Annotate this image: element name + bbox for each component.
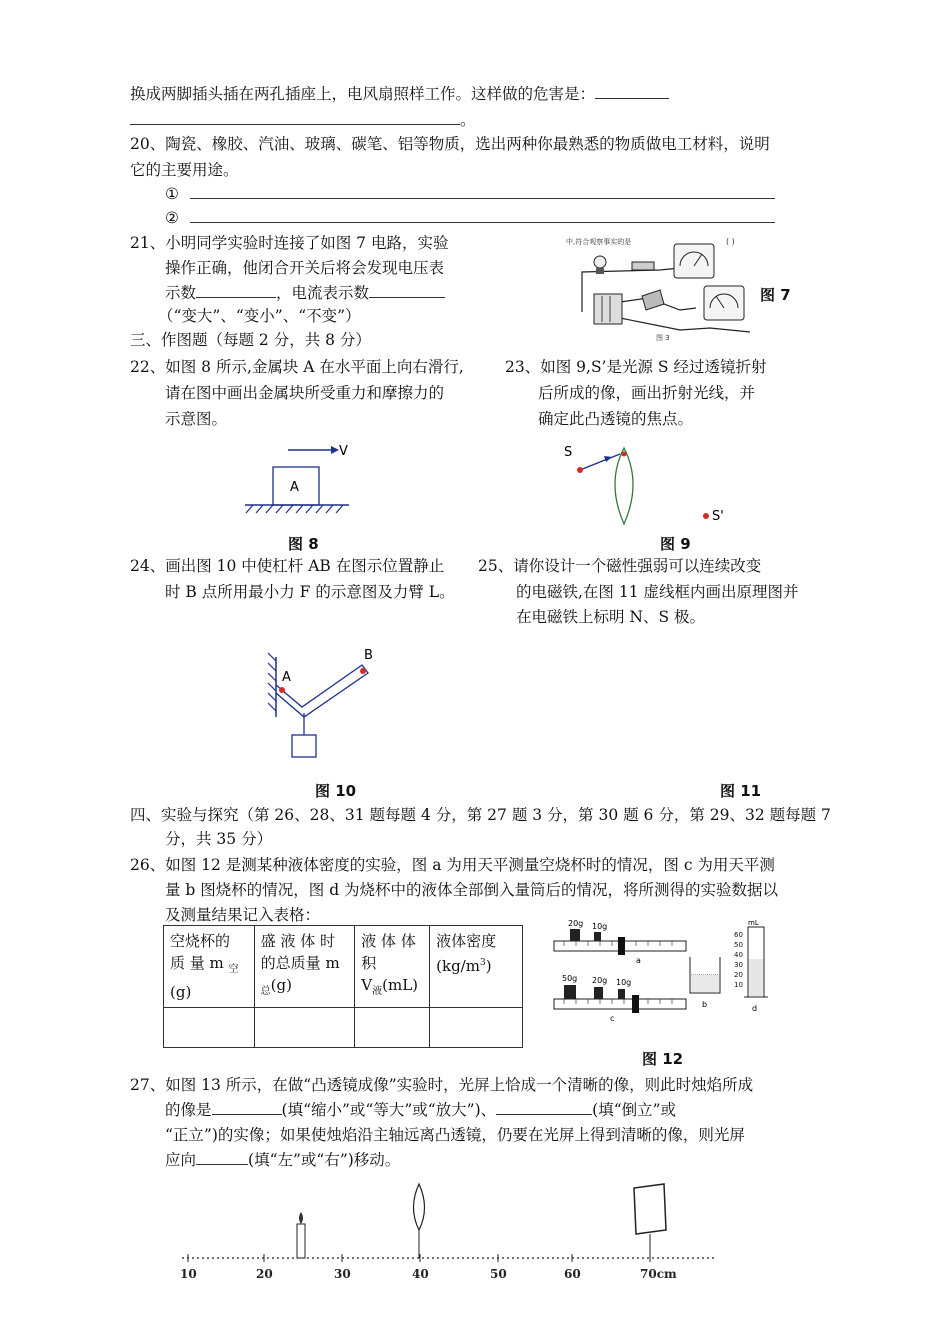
q19-cont-line2 (130, 110, 476, 130)
weight-20g-label: 20g (568, 919, 584, 928)
table-header-cell (430, 926, 523, 1008)
table-row (164, 1008, 523, 1048)
table-header-cell (164, 926, 255, 1008)
q25-line2: 的电磁铁,在图 11 虚线框内画出原理图并 (516, 583, 799, 601)
option-marker: ① (165, 185, 179, 203)
header-text: 空烧杯的 (170, 932, 231, 950)
section-3-heading: 三、作图题（每题 2 分，共 8 分） (130, 331, 371, 349)
header-text: (mL) (382, 976, 419, 994)
header-text: 积 (361, 954, 377, 972)
light-screen (634, 1184, 666, 1234)
figure-12-balance (548, 915, 773, 1021)
header-text: 盛 液 体 时 (260, 932, 335, 950)
q25-line1: 25、请你设计一个磁性强弱可以连续改变 (478, 557, 762, 575)
figure-12-caption: 图 12 (642, 1050, 684, 1068)
tick-label: 60 (564, 1267, 581, 1281)
tick-label: 10 (180, 1267, 197, 1281)
q20-line2: 它的主要用途。 (130, 161, 239, 179)
fig7-small-caption: 图 3 (656, 334, 670, 342)
q27-text: (填“左”或“右”)移动。 (248, 1151, 401, 1169)
q21-line1: 21、小明同学实验时连接了如图 7 电路，实验 (130, 234, 449, 252)
q27-text: 应向 (165, 1151, 197, 1169)
q21-line4: （“变大”、“变小”、“不变”） (158, 307, 361, 325)
q26-line3: 及测量结果记入表格： (165, 906, 321, 924)
cylinder-mark: 10 (734, 981, 743, 989)
answer-blank[interactable] (190, 184, 775, 199)
answer-blank[interactable] (212, 1100, 282, 1115)
answer-blank[interactable] (190, 208, 775, 223)
image-point (703, 513, 709, 519)
q24-line1: 24、画出图 10 中使杠杆 AB 在图示位置静止 (130, 557, 445, 575)
q25-line3: 在电磁铁上标明 N、S 极。 (516, 608, 706, 626)
figure-9-lens (560, 440, 730, 530)
image-s-prime-label: S' (712, 509, 724, 524)
answer-blank[interactable] (130, 110, 460, 125)
header-text: (g) (170, 983, 192, 1001)
header-text: (kg/m (436, 957, 480, 975)
subscript: 液 (372, 986, 383, 997)
label-b: b (702, 1000, 708, 1009)
subscript: 空 (228, 964, 239, 975)
table-cell-empty[interactable] (164, 1008, 255, 1048)
label-d: d (752, 1004, 758, 1013)
tick-label: 30 (334, 1267, 351, 1281)
cylinder-mark: 50 (734, 941, 743, 949)
q27-text: 的像是 (165, 1101, 212, 1119)
q21-line3 (165, 283, 445, 303)
section-4-heading: 四、实验与探究（第 26、28、31 题每题 4 分，第 27 题 3 分，第 30 题 6 分，第 29、32 题每题 7 (130, 806, 831, 824)
block-a-label: A (290, 480, 299, 495)
q27-line4 (165, 1150, 400, 1170)
weight-20g-label-c: 20g (592, 976, 608, 985)
cylinder-mark: 60 (734, 931, 743, 939)
option-marker: ② (165, 209, 179, 227)
q24-line2: 时 B 点所用最小力 F 的示意图及力臂 L。 (165, 583, 455, 601)
candle-flame (299, 1212, 303, 1224)
figure-8-block (243, 440, 353, 522)
header-text: (g) (270, 976, 292, 994)
cylinder-mark: 30 (734, 961, 743, 969)
q23-line2: 后所成的像，画出折射光线，并 (538, 384, 756, 402)
table-header-row (164, 926, 523, 1008)
header-text: V (361, 976, 373, 994)
q26-line2: 量 b 图烧杯的情况，图 d 为烧杯中的液体全部倒入量筒后的情况，将所测得的实验数据以 (165, 881, 779, 899)
q19-text: 换成两脚插头插在两孔插座上，电风扇照样工作。这样做的危害是： (130, 85, 596, 103)
source-point (577, 467, 583, 473)
answer-blank[interactable] (496, 1100, 592, 1115)
q23-line1: 23、如图 9,S’是光源 S 经过透镜折射 (505, 358, 767, 376)
tick-label: 20 (256, 1267, 273, 1281)
q26-data-table (163, 925, 523, 1048)
figure-10-caption: 图 10 (315, 782, 357, 800)
subscript: 总 (260, 986, 271, 997)
q27-line1: 27、如图 13 所示，在做“凸透镜成像”实验时，光屏上恰成一个清晰的像，则此时烛焰所成 (130, 1076, 754, 1094)
section-4-heading-cont: 分，共 35 分） (165, 830, 273, 848)
candle (297, 1224, 305, 1258)
tick-label: 50 (490, 1267, 507, 1281)
superscript: 3 (479, 958, 486, 968)
figure-7-circuit (560, 232, 760, 344)
velocity-label: V (339, 444, 348, 459)
header-text: ) (485, 957, 492, 975)
figure-13-optical-bench (176, 1180, 736, 1285)
header-text: 质 量 m (170, 954, 224, 972)
figure-7-caption: 图 7 (760, 286, 791, 304)
q21-text: 示数 (165, 284, 197, 302)
q22-line1: 22、如图 8 所示,金属块 A 在水平面上向右滑行, (130, 358, 464, 376)
q26-line1: 26、如图 12 是测某种液体密度的实验，图 a 为用天平测量空烧杯时的情况，图 c 为用天平测 (130, 856, 775, 874)
q27-text: (填“倒立”或 (592, 1101, 677, 1119)
q20-option2 (165, 208, 775, 228)
figure-9-caption: 图 9 (660, 535, 691, 553)
table-cell-empty[interactable] (430, 1008, 523, 1048)
answer-blank[interactable] (196, 283, 276, 298)
q22-line2: 请在图中画出金属块所受重力和摩擦力的 (165, 384, 445, 402)
point-b-label: B (364, 648, 373, 663)
figure-10-lever (262, 645, 382, 763)
point-b (360, 668, 366, 674)
point-a (279, 687, 285, 693)
q22-line3: 示意图。 (165, 410, 228, 428)
convex-lens (615, 448, 633, 524)
answer-blank[interactable] (196, 1150, 248, 1165)
q20-line1: 20、陶瓷、橡胶、汽油、玻璃、碳笔、铝等物质，选出两种你最熟悉的物质做电工材料，说明 (130, 135, 770, 153)
weight-10g-label: 10g (592, 922, 608, 931)
figure-11-caption: 图 11 (720, 782, 762, 800)
q20-option1 (165, 184, 775, 204)
table-header-cell (254, 926, 355, 1008)
ml-label: mL (748, 919, 759, 927)
figure-8-caption: 图 8 (288, 535, 319, 553)
table-cell-empty[interactable] (355, 1008, 430, 1048)
period: 。 (460, 111, 476, 129)
tick-label: 70cm (640, 1267, 677, 1281)
point-a-label: A (282, 670, 291, 685)
label-a: a (636, 956, 641, 965)
q21-text: ，电流表示数 (276, 284, 370, 302)
fig7-inner-caption: 中,符合观察事实的是 (566, 238, 632, 246)
cylinder-mark: 40 (734, 951, 743, 959)
table-header-cell (355, 926, 430, 1008)
answer-blank[interactable] (369, 283, 445, 298)
q21-line2: 操作正确，他闭合开关后将会发现电压表 (165, 259, 445, 277)
header-text: 液体密度 (436, 932, 497, 950)
answer-blank[interactable] (595, 84, 669, 99)
convex-lens (414, 1184, 425, 1230)
hanging-weight (292, 735, 316, 757)
source-s-label: S (564, 445, 573, 460)
cylinder-mark: 20 (734, 971, 743, 979)
q23-line3: 确定此凸透镜的焦点。 (538, 410, 694, 428)
label-c: c (610, 1014, 615, 1023)
q19-cont-line (130, 84, 669, 104)
weight-10g-label-c: 10g (616, 978, 632, 987)
weight-50g-label: 50g (562, 974, 578, 983)
q27-text: (填“缩小”或“等大”或“放大”)、 (281, 1101, 497, 1119)
q27-line3: “正立”)的实像；如果使烛焰沿主轴远离凸透镜，仍要在光屏上得到清晰的像，则光屏 (165, 1126, 745, 1144)
fig7-paren: ( ) (726, 237, 735, 246)
q27-line2 (165, 1100, 676, 1120)
table-cell-empty[interactable] (254, 1008, 355, 1048)
header-text: 的总质量 m (260, 954, 340, 972)
tick-label: 40 (412, 1267, 429, 1281)
header-text: 液 体 体 (361, 932, 416, 950)
